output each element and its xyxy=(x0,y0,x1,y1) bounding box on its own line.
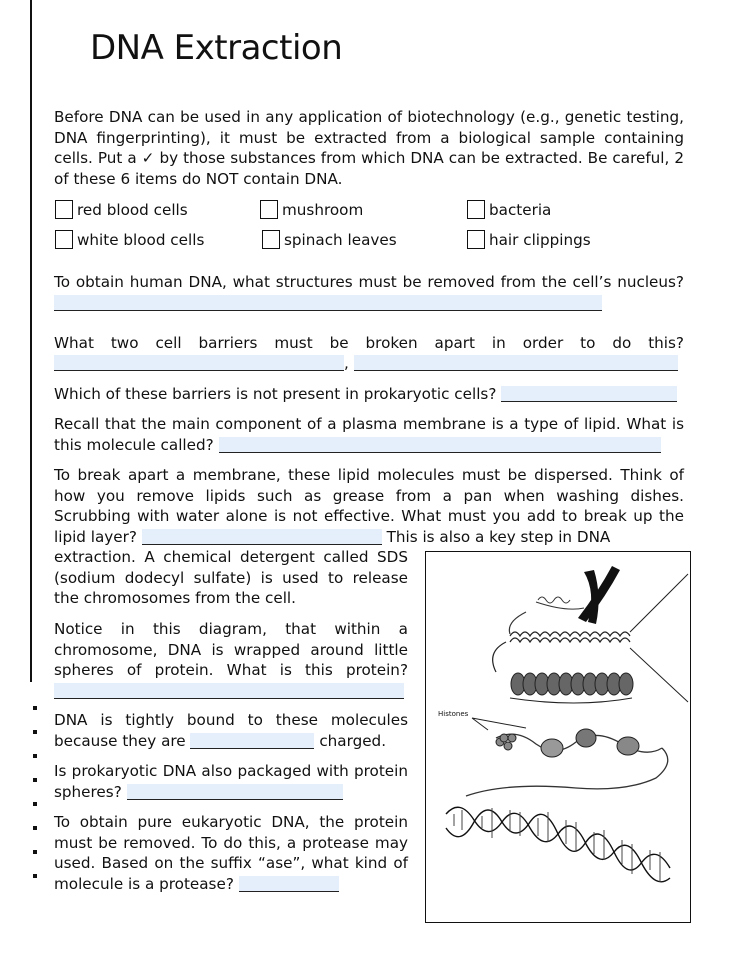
margin-bullet xyxy=(33,778,37,782)
chromosome-illustration xyxy=(426,552,690,922)
answer-field[interactable] xyxy=(190,733,314,749)
answer-field[interactable] xyxy=(54,295,602,311)
solenoid-coil xyxy=(510,632,630,642)
question-charge: DNA is tightly bound to these molecules because they are charged. xyxy=(54,711,408,750)
page-title: DNA Extraction xyxy=(90,28,343,68)
question-histone: Notice in this diagram, that within a chromosome, DNA is wrapped around little spheres of protein. What is this protein? xyxy=(54,619,408,701)
question-prokaryotic-packaging: Is prokaryotic DNA also packaged with protein spheres? xyxy=(54,762,408,801)
answer-field[interactable] xyxy=(54,683,404,699)
histones-label: Histones xyxy=(438,710,469,718)
chromatin-fiber xyxy=(511,673,633,695)
question-lipid-molecule: Recall that the main component of a plasma membrane is a type of lipid. What is this molecule called? xyxy=(54,415,684,454)
checklist-item: bacteria xyxy=(467,200,551,219)
question-cell-barriers: What two cell barriers must be broken apart in order to do this? xyxy=(54,334,684,352)
answer-field[interactable] xyxy=(239,876,339,892)
margin-bullet xyxy=(33,730,37,734)
answer-row: , xyxy=(54,353,684,374)
margin-bullet xyxy=(33,850,37,854)
question-prokaryote-barrier: Which of these barriers is not present in prokaryotic cells? xyxy=(54,384,694,405)
intro-paragraph xyxy=(54,107,684,189)
answer-field[interactable] xyxy=(501,386,677,402)
answer-field[interactable] xyxy=(127,784,343,800)
checklist-item: white blood cells xyxy=(55,230,204,249)
question-detergent: To break apart a membrane, these lipid molecules must be dispersed. Think of how you remove lipids such as grease from a pan when washing dishes. Scrubbing with water alone is not effective. What must you add to break up the lipid layer? This is also a key step in DNA xyxy=(54,466,684,546)
nucleosome xyxy=(496,729,639,757)
answer-field[interactable] xyxy=(354,355,678,371)
chromosome-icon xyxy=(578,566,620,624)
checkbox[interactable] xyxy=(467,200,485,219)
question-protease: To obtain pure eukaryotic DNA, the protein must be removed. To do this, a protease may used. Based on the suffix “ase”, what kind of molecule is a protease? xyxy=(54,813,408,893)
chromosome-diagram xyxy=(425,551,691,923)
checklist-item: hair clippings xyxy=(467,230,591,249)
dna-double-helix xyxy=(446,807,670,882)
checkbox[interactable] xyxy=(55,230,73,249)
intro-text-1: Before DNA can be used in any application of biotechnology (e.g., genetic testing, DNA fingerprinting), it must be extracted from a biological sample containing cells. Put a xyxy=(54,108,684,168)
dna-base-pairs xyxy=(454,808,660,882)
checklist-item: mushroom xyxy=(260,200,363,219)
checklist-item: spinach leaves xyxy=(262,230,397,249)
check-mark-icon: ✓ xyxy=(141,149,155,168)
margin-bullet xyxy=(33,706,37,710)
intro-text-2: by those substances from which DNA can be extracted. Be careful, 2 of these 6 items do NOT contain DNA. xyxy=(54,149,684,188)
checkbox[interactable] xyxy=(55,200,73,219)
margin-bullet xyxy=(33,754,37,758)
margin-bullet xyxy=(33,826,37,830)
answer-field[interactable] xyxy=(142,529,382,545)
checklist-item: red blood cells xyxy=(55,200,188,219)
checkbox[interactable] xyxy=(467,230,485,249)
margin-bullet xyxy=(33,802,37,806)
answer-field[interactable] xyxy=(54,355,344,371)
margin-rule xyxy=(30,0,32,682)
detergent-explanation: extraction. A chemical detergent called SDS (sodium dodecyl sulfate) is used to release the chromosomes from the cell. xyxy=(54,548,408,608)
question-nuclear-structures: To obtain human DNA, what structures must be removed from the cell’s nucleus? xyxy=(54,272,684,313)
checkbox[interactable] xyxy=(260,200,278,219)
checkbox[interactable] xyxy=(262,230,280,249)
margin-bullet xyxy=(33,874,37,878)
answer-field[interactable] xyxy=(219,437,661,453)
